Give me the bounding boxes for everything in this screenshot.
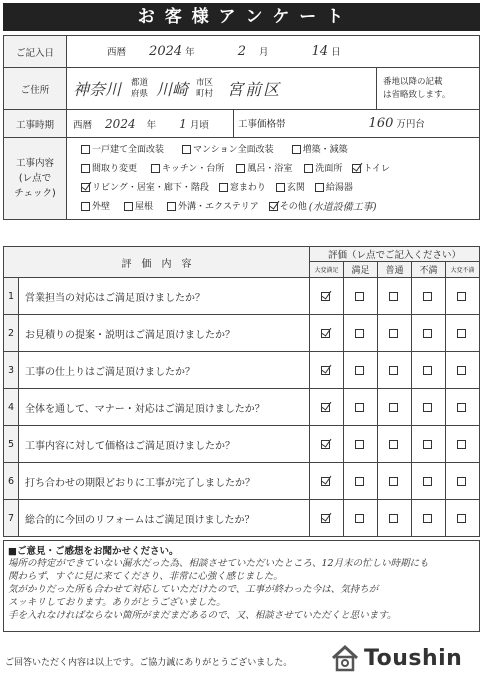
question-number: 7 <box>4 500 19 537</box>
date-year: 2024 <box>149 44 183 59</box>
rating-cell[interactable] <box>412 463 446 500</box>
content-option[interactable] <box>81 141 164 160</box>
evaluation-table <box>3 246 480 537</box>
checkbox-icon[interactable] <box>355 329 364 338</box>
rating-cell[interactable] <box>310 389 344 426</box>
content-option[interactable] <box>167 198 259 217</box>
content-option-label: 間取り変更 <box>92 163 138 174</box>
question-row <box>4 315 480 352</box>
city-unit-top: 市区 <box>196 77 214 88</box>
rating-cell[interactable] <box>310 426 344 463</box>
content-option[interactable] <box>219 179 266 198</box>
checkbox-icon[interactable] <box>355 514 364 523</box>
period-year-unit: 年 <box>146 119 157 131</box>
eval-level-header: 評価（レ点でご記入ください） <box>310 247 480 262</box>
checkbox-icon[interactable] <box>389 329 398 338</box>
date-day-unit: 日 <box>331 47 341 58</box>
content-option[interactable] <box>81 160 137 179</box>
checkbox-icon[interactable] <box>457 440 466 449</box>
address-prefecture: 神奈川 <box>73 80 122 99</box>
period-field[interactable] <box>67 110 234 138</box>
content-option-label: 一戸建て全面改装 <box>92 144 165 155</box>
eval-level-1: 満足 <box>344 262 378 278</box>
question-number: 5 <box>4 426 19 463</box>
content-label-2: (レ点で <box>18 173 52 184</box>
rating-cell[interactable] <box>344 389 378 426</box>
rating-cell[interactable] <box>412 352 446 389</box>
content-option-label: リビング・居室・廊下・階段 <box>92 182 209 193</box>
comment-box[interactable] <box>3 540 480 632</box>
rating-cell[interactable] <box>344 500 378 537</box>
rating-cell[interactable] <box>378 389 412 426</box>
content-option-label: 増築・減築 <box>302 144 348 155</box>
checked-checkbox-icon[interactable] <box>321 477 330 486</box>
company-logo <box>330 644 462 672</box>
content-option-label: 屋根 <box>135 201 154 212</box>
checkbox-icon[interactable] <box>389 440 398 449</box>
pref-unit-top: 都道 <box>131 77 149 88</box>
checkbox-icon[interactable] <box>423 403 432 412</box>
address-ward: 宮前区 <box>227 80 282 99</box>
eval-level-0: 大変満足 <box>310 262 344 278</box>
eval-level-2: 普通 <box>378 262 412 278</box>
content-option-label: マンション全面改装 <box>193 144 274 155</box>
checkbox-icon[interactable] <box>457 329 466 338</box>
content-option-label: 窓まわり <box>229 182 266 193</box>
comment-line: スッキリしております。ありがとうございました。 <box>8 597 226 608</box>
address-note-1: 番地以降の記載 <box>383 76 443 87</box>
address-city: 川崎 <box>156 80 189 99</box>
checkbox-icon[interactable] <box>151 164 160 173</box>
content-option[interactable] <box>276 179 305 198</box>
price-label: 工事価格帯 <box>238 119 286 130</box>
address-note-2: は省略致します。 <box>383 89 451 100</box>
rating-cell[interactable] <box>310 315 344 352</box>
rating-cell[interactable] <box>344 315 378 352</box>
rating-cell[interactable] <box>446 278 480 315</box>
checked-checkbox-icon[interactable] <box>321 366 330 375</box>
date-year-unit: 年 <box>185 47 195 58</box>
content-option[interactable] <box>352 160 390 179</box>
checkbox-icon[interactable] <box>276 183 285 192</box>
address-field[interactable] <box>67 68 377 110</box>
checkbox-icon[interactable] <box>355 292 364 301</box>
checkbox-icon[interactable] <box>389 477 398 486</box>
question-text: 工事の仕上りはご満足頂けましたか？ <box>19 352 310 389</box>
content-other-value[interactable]: (水道設備工事) <box>308 201 377 213</box>
content-label-3: チェック) <box>14 188 56 199</box>
date-month: 2 <box>237 44 246 59</box>
question-row <box>4 463 480 500</box>
date-day: 14 <box>311 44 329 59</box>
question-row <box>4 500 480 537</box>
content-option-label: 外溝・エクステリア <box>178 201 259 212</box>
address-label: ご住所 <box>4 68 67 110</box>
checkbox-icon[interactable] <box>167 202 176 211</box>
rating-cell[interactable] <box>378 500 412 537</box>
rating-cell[interactable] <box>310 278 344 315</box>
content-option-row <box>71 141 479 160</box>
checkbox-icon[interactable] <box>423 366 432 375</box>
question-row <box>4 389 480 426</box>
rating-cell[interactable] <box>344 426 378 463</box>
question-text: お見積りの提案・説明はご満足頂けましたか？ <box>19 315 310 352</box>
comment-line: 関わらず、すぐに見に来てくださり、非常に心強く感じました。 <box>8 571 283 582</box>
rating-cell[interactable] <box>446 426 480 463</box>
rating-cell[interactable] <box>344 463 378 500</box>
content-label-1: 工事内容 <box>15 158 54 169</box>
pref-unit-bottom: 府県 <box>131 88 149 99</box>
period-month: 1 <box>179 116 187 131</box>
checkbox-icon[interactable] <box>389 366 398 375</box>
content-label <box>4 138 67 220</box>
checkbox-icon[interactable] <box>457 366 466 375</box>
question-text: 総合的に今回のリフォームはご満足頂けましたか？ <box>19 500 310 537</box>
content-option-label: 風呂・浴室 <box>247 163 293 174</box>
rating-cell[interactable] <box>378 315 412 352</box>
content-option[interactable] <box>292 141 348 160</box>
checkbox-icon[interactable] <box>315 183 324 192</box>
address-note <box>377 68 480 110</box>
rating-cell[interactable] <box>446 352 480 389</box>
question-text: 打ち合わせの期限どおりに工事が完了しましたか？ <box>19 463 310 500</box>
date-month-unit: 月 <box>259 47 269 58</box>
checkbox-icon[interactable] <box>355 403 364 412</box>
checked-checkbox-icon[interactable] <box>321 514 330 523</box>
content-option-label: トイレ <box>363 163 390 174</box>
period-year: 2024 <box>105 116 136 131</box>
content-option[interactable] <box>236 160 292 179</box>
rating-cell[interactable] <box>446 389 480 426</box>
question-number: 2 <box>4 315 19 352</box>
question-number: 6 <box>4 463 19 500</box>
question-text: 営業担当の対応はご満足頂けましたか？ <box>19 278 310 315</box>
content-option[interactable] <box>269 198 307 217</box>
content-option[interactable] <box>304 160 342 179</box>
content-option[interactable] <box>315 179 353 198</box>
content-option-label: 洗面所 <box>315 163 343 174</box>
content-option-label: 玄関 <box>286 182 305 193</box>
content-option-row <box>71 198 479 217</box>
comment-line: 手を入れなければならない箇所がまだまだあるので、又、相談させていただくと思います。 <box>8 610 397 621</box>
rating-cell[interactable] <box>310 463 344 500</box>
checkbox-icon[interactable] <box>423 440 432 449</box>
question-number: 3 <box>4 352 19 389</box>
content-option[interactable] <box>151 160 224 179</box>
content-option-row <box>71 179 479 198</box>
checkbox-icon[interactable] <box>292 145 301 154</box>
date-era: 西暦 <box>107 47 127 58</box>
date-field[interactable] <box>67 36 480 68</box>
rating-cell[interactable] <box>378 278 412 315</box>
checkbox-icon[interactable] <box>457 514 466 523</box>
eval-item-header: 評 価 内 容 <box>4 247 310 278</box>
rating-cell[interactable] <box>378 426 412 463</box>
house-logo-icon <box>330 644 360 672</box>
question-row <box>4 278 480 315</box>
checkbox-icon[interactable] <box>81 202 90 211</box>
checkbox-icon[interactable] <box>389 403 398 412</box>
date-label: ご記入日 <box>4 36 67 68</box>
period-era: 西暦 <box>73 119 93 131</box>
rating-cell[interactable] <box>378 463 412 500</box>
comment-line: 気がかりだった所も合わせて対応していただけたので、工事が終わった今は、気持ちが <box>8 584 379 595</box>
rating-cell[interactable] <box>412 315 446 352</box>
question-text: 全体を通して、マナー・対応はご満足頂けましたか？ <box>19 389 310 426</box>
rating-cell[interactable] <box>378 352 412 389</box>
eval-level-3: 不満 <box>412 262 446 278</box>
rating-cell[interactable] <box>344 278 378 315</box>
content-option[interactable] <box>124 198 153 217</box>
question-number: 4 <box>4 389 19 426</box>
comment-line: 場所の特定ができていない漏水だった為、相談させていただいたところ、12月末の忙しい時期にも <box>8 558 429 569</box>
logo-wordmark: Toushin <box>364 645 463 671</box>
rating-cell[interactable] <box>344 352 378 389</box>
content-option-label: その他 <box>279 201 307 212</box>
period-month-unit: 月頃 <box>189 119 209 131</box>
rating-cell[interactable] <box>412 278 446 315</box>
checkbox-icon[interactable] <box>457 477 466 486</box>
rating-cell[interactable] <box>310 352 344 389</box>
checkbox-icon[interactable] <box>182 145 191 154</box>
content-options <box>67 138 480 220</box>
question-number: 1 <box>4 278 19 315</box>
checkbox-icon[interactable] <box>457 292 466 301</box>
checkbox-icon[interactable] <box>355 366 364 375</box>
checkbox-icon[interactable] <box>219 183 228 192</box>
question-row <box>4 426 480 463</box>
survey-title: お 客 様 ア ン ケ ー ト <box>3 3 480 31</box>
checked-checkbox-icon[interactable] <box>321 292 330 301</box>
content-option-row <box>71 160 479 179</box>
checked-checkbox-icon[interactable] <box>321 403 330 412</box>
comment-heading: ■ご意見・ご感想をお聞かせください。 <box>8 546 179 557</box>
price-field[interactable] <box>234 110 480 138</box>
checkbox-icon[interactable] <box>81 145 90 154</box>
rating-cell[interactable] <box>412 389 446 426</box>
rating-cell[interactable] <box>446 500 480 537</box>
footer-text: ご回答いただく内容は以上です。ご協力誠にありがとうございました。 <box>5 658 293 668</box>
checkbox-icon[interactable] <box>423 329 432 338</box>
checkbox-icon[interactable] <box>389 292 398 301</box>
rating-cell[interactable] <box>446 463 480 500</box>
price-unit: 万円台 <box>396 119 425 130</box>
price-value: 160 <box>368 116 394 131</box>
checkbox-icon[interactable] <box>423 292 432 301</box>
checkbox-icon[interactable] <box>236 164 245 173</box>
period-label: 工事時期 <box>4 110 67 138</box>
checkbox-icon[interactable] <box>423 477 432 486</box>
checkbox-icon[interactable] <box>355 440 364 449</box>
checkbox-icon[interactable] <box>457 403 466 412</box>
checkbox-icon[interactable] <box>81 164 90 173</box>
info-table <box>3 35 480 220</box>
rating-cell[interactable] <box>310 500 344 537</box>
checked-checkbox-icon[interactable] <box>321 440 330 449</box>
content-option-label: 給湯器 <box>325 182 353 193</box>
question-text: 工事内容に対して価格はご満足頂けましたか？ <box>19 426 310 463</box>
content-option-label: 外壁 <box>92 201 111 212</box>
checkbox-icon[interactable] <box>304 164 313 173</box>
city-unit-bottom: 町村 <box>196 88 214 99</box>
content-option[interactable] <box>182 141 274 160</box>
checkbox-icon[interactable] <box>355 477 364 486</box>
checked-checkbox-icon[interactable] <box>321 329 330 338</box>
checkbox-icon[interactable] <box>389 514 398 523</box>
rating-cell[interactable] <box>412 426 446 463</box>
content-option[interactable] <box>81 179 209 198</box>
eval-level-4: 大変不満 <box>446 262 480 278</box>
rating-cell[interactable] <box>446 315 480 352</box>
rating-cell[interactable] <box>412 500 446 537</box>
content-option[interactable] <box>81 198 110 217</box>
question-row <box>4 352 480 389</box>
checkbox-icon[interactable] <box>124 202 133 211</box>
checkbox-icon[interactable] <box>423 514 432 523</box>
checked-checkbox-icon[interactable] <box>81 183 90 192</box>
content-option-label: キッチン・台所 <box>162 163 225 174</box>
checked-checkbox-icon[interactable] <box>269 202 278 211</box>
checked-checkbox-icon[interactable] <box>352 164 361 173</box>
